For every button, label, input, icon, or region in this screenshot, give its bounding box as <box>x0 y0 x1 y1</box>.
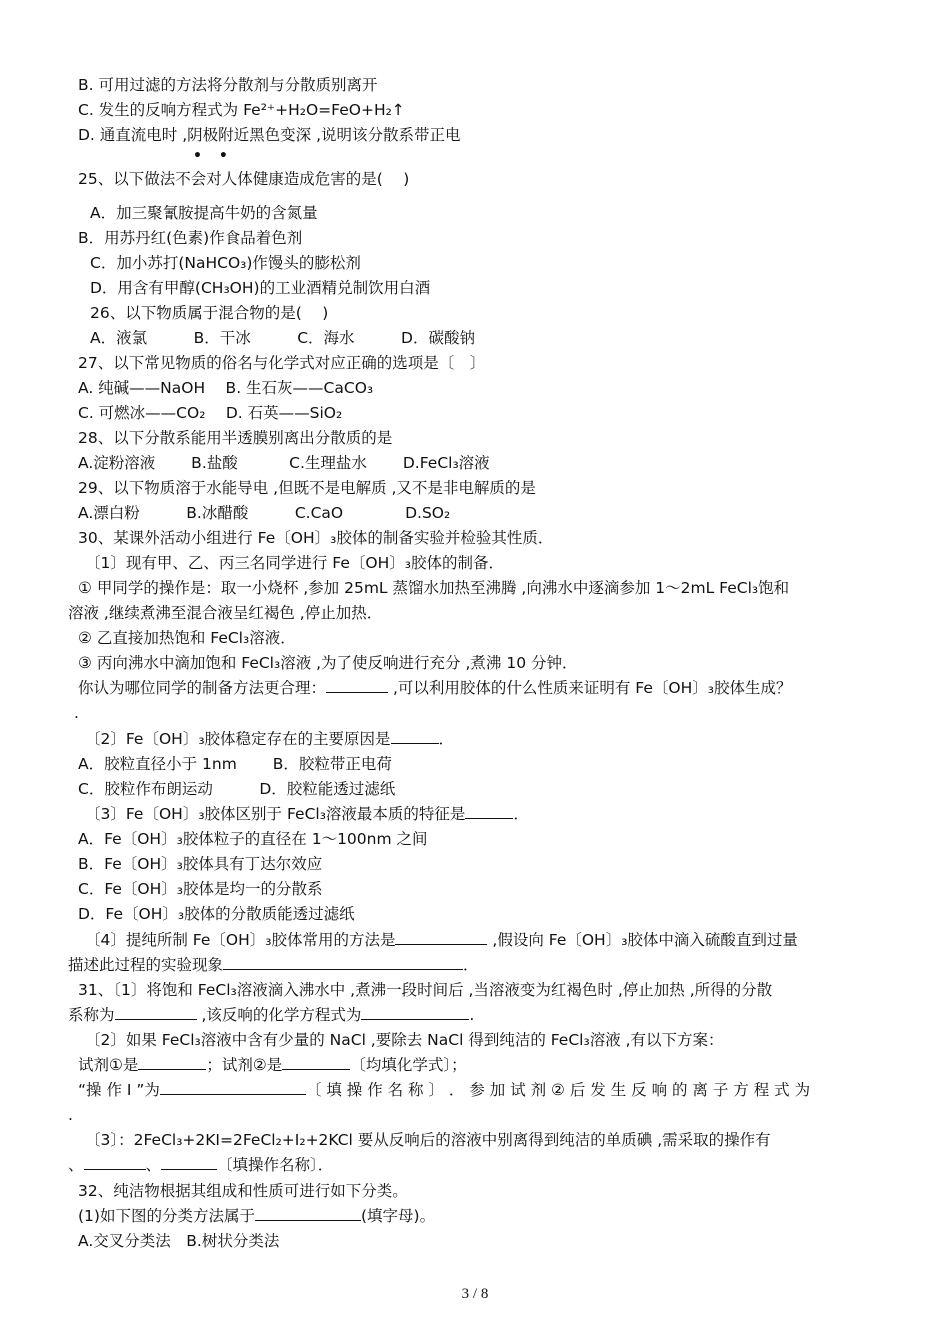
q31-part3: 〔3〕：2FeCl₃+2KI=2FeCl₂+I₂+2KCl 要从反响后的溶液中别离得到纯洁的单质碘 ,需采取的操作有 <box>85 1131 771 1149</box>
q31-operation-label: “操 作 Ⅰ ”为 <box>78 1081 160 1099</box>
blank[interactable] <box>391 728 439 744</box>
q31-part1-text2: ,该反响的化学方程式为 <box>196 1006 362 1024</box>
blank[interactable] <box>115 1004 197 1020</box>
blank[interactable] <box>361 1004 469 1020</box>
q24-option-b: B. 可用过滤的方法将分散剂与分散质别离开 <box>78 76 378 94</box>
blank[interactable] <box>282 1054 350 1070</box>
q28-options: A.淀粉溶液 B.盐酸 C.生理盐水 D.FeCl₃溶液 <box>78 454 490 472</box>
q30-student-a-cont: 溶液 ,继续煮沸至混合液呈红褐色 ,停止加热． <box>68 604 383 622</box>
q30-part1: 〔1〕现有甲、乙、丙三名同学进行 Fe〔OH〕₃胶体的制备． <box>85 554 504 572</box>
q31-part1-end: . <box>469 1006 475 1024</box>
q24-option-c: C. 发生的反响方程式为 Fe²⁺+H₂O=FeO+H₂↑ <box>78 101 405 119</box>
q31-part1-text: 系称为 <box>68 1006 115 1024</box>
q31-part3-note: 〔填操作名称〕． <box>217 1156 334 1174</box>
q30-part2-options-cd: C．胶粒作布朗运动 D．胶粒能透过滤纸 <box>78 780 396 798</box>
q30-question-1-text: 你认为哪位同学的制备方法更合理： <box>78 679 327 697</box>
q32-options: A.交叉分类法 B.树状分类法 <box>78 1232 280 1250</box>
q31-part3-sep1: 、 <box>68 1156 84 1174</box>
q28-stem: 28、以下分散系能用半透膜别离出分散质的是 <box>78 429 393 447</box>
q27-options-cd: C. 可燃冰——CO₂ D. 石英——SiO₂ <box>78 404 343 422</box>
q26-stem: 26、以下物质属于混合物的是( ) <box>90 304 329 322</box>
q30-part2 <box>85 728 454 750</box>
blank[interactable] <box>223 954 463 970</box>
blank[interactable] <box>326 677 388 693</box>
q25-option-c: C．加小苏打(NaHCO₃)作馒头的膨松剂 <box>90 254 361 272</box>
q32-part1 <box>78 1205 435 1227</box>
blank[interactable] <box>161 1154 217 1170</box>
q31-part2-reagents <box>78 1054 467 1076</box>
q31-reagent-2-label: ；试剂②是 <box>206 1056 283 1074</box>
blank[interactable] <box>395 929 487 945</box>
q30-part3-option-a: A．Fe〔OH〕₃胶体粒子的直径在 1～100nm 之间 <box>78 830 428 848</box>
q29-options: A.漂白粉 B.冰醋酸 C.CaO D.SO₂ <box>78 504 451 522</box>
q30-stem: 30、某课外活动小组进行 Fe〔OH〕₃胶体的制备实验并检验其性质． <box>78 529 554 547</box>
emphasis-dots: • • <box>193 148 234 164</box>
q27-options-ab: A. 纯碱——NaOH B. 生石灰——CaCO₃ <box>78 379 374 397</box>
blank[interactable] <box>465 803 513 819</box>
q31-reagent-note: 〔均填化学式〕； <box>350 1056 467 1074</box>
q30-part3-option-c: C．Fe〔OH〕₃胶体是均一的分散系 <box>78 880 323 898</box>
blank[interactable] <box>255 1205 361 1221</box>
q30-part3-option-b: B．Fe〔OH〕₃胶体具有丁达尔效应 <box>78 855 323 873</box>
q24-option-d: D. 通直流电时 ,阴极附近黑色变深 ,说明该分散系带正电 <box>78 126 461 144</box>
q31-operation-end: . <box>68 1106 73 1124</box>
q31-operation-text: 〔 填 操 作 名 称 〕 ． 参 加 试 剂 ② 后 发 生 反 响 的 离 子 方 程 式 为 <box>305 1081 811 1099</box>
q31-operation <box>78 1079 810 1101</box>
q30-part3 <box>85 803 529 825</box>
q29-stem: 29、以下物质溶于水能导电 ,但既不是电解质 ,又不是非电解质的是 <box>78 479 536 497</box>
blank[interactable] <box>84 1154 146 1170</box>
q30-student-c: ③ 丙向沸水中滴加饱和 FeCl₃溶液 ,为了使反响进行充分 ,煮沸 10 分钟． <box>78 654 578 672</box>
q30-part4-text: 〔4〕提纯所制 Fe〔OH〕₃胶体常用的方法是 <box>85 931 396 949</box>
q25-option-d: D．用含有甲醇(CH₃OH)的工业酒精兑制饮用白酒 <box>90 279 431 297</box>
q32-part1-end: (填字母)。 <box>360 1207 436 1225</box>
q30-question-1-end: . <box>74 704 79 722</box>
q27-stem: 27、以下常见物质的俗名与化学式对应正确的选项是〔 〕 <box>78 354 486 372</box>
q25-option-b: B．用苏丹红(色素)作食品着色剂 <box>78 229 303 247</box>
q30-question-1 <box>78 677 791 699</box>
q32-part1-text: (1)如下图的分类方法属于 <box>78 1207 255 1225</box>
q31-part1-cont <box>68 1004 474 1026</box>
q26-options: A．液氯 B．干冰 C．海水 D．碳酸钠 <box>90 329 475 347</box>
q31-part2: 〔2〕如果 FeCl₃溶液中含有少量的 NaCl ,要除去 NaCl 得到纯洁的 FeCl₃溶液 ,有以下方案： <box>85 1031 724 1049</box>
q31-part3-sep2: 、 <box>145 1156 162 1174</box>
page-number: 3 / 8 <box>461 1286 489 1302</box>
q30-part2-text: 〔2〕Fe〔OH〕₃胶体稳定存在的主要原因是 <box>85 730 391 748</box>
q30-part3-option-d: D．Fe〔OH〕₃胶体的分散质能透过滤纸 <box>78 905 355 923</box>
blank[interactable] <box>160 1079 306 1095</box>
q30-part2-options-ab: A．胶粒直径小于 1nm B．胶粒带正电荷 <box>78 755 392 773</box>
q31-reagent-1-label: 试剂①是 <box>78 1056 139 1074</box>
q32-stem: 32、纯洁物根据其组成和性质可进行如下分类。 <box>78 1182 408 1200</box>
q30-part2-end: ． <box>438 730 455 748</box>
q30-student-b: ② 乙直接加热饱和 FeCl₃溶液． <box>78 629 296 647</box>
q30-part4-end: ． <box>463 956 479 974</box>
q30-part4 <box>85 929 798 951</box>
q30-part4-cont-text: 描述此过程的实验现象 <box>68 956 224 974</box>
q30-part3-end: ． <box>513 805 529 823</box>
q30-question-1-text2: ,可以利用胶体的什么性质来证明有 Fe〔OH〕₃胶体生成？ <box>388 679 792 697</box>
q25-stem: 25、以下做法不会对人体健康造成危害的是( ) <box>78 170 410 188</box>
q30-part4-text2: ,假设向 Fe〔OH〕₃胶体中滴入硫酸直到过量 <box>487 931 798 949</box>
q25-option-a: A．加三聚氰胺提高牛奶的含氮量 <box>90 204 318 222</box>
q31-part3-cont <box>68 1154 333 1176</box>
q30-student-a: ① 甲同学的操作是：取一小烧杯 ,参加 25mL 蒸馏水加热至沸腾 ,向沸水中逐滴参加 1～2mL FeCl₃饱和 <box>78 579 790 597</box>
q30-part3-text: 〔3〕Fe〔OH〕₃胶体区别于 FeCl₃溶液最本质的特征是 <box>85 805 466 823</box>
q31-part1: 31、〔1〕将饱和 FeCl₃溶液滴入沸水中 ,煮沸一段时间后 ,当溶液变为红褐色时 ,停止加热 ,所得的分散 <box>78 981 773 999</box>
q30-part4-cont <box>68 954 479 976</box>
blank[interactable] <box>138 1054 206 1070</box>
